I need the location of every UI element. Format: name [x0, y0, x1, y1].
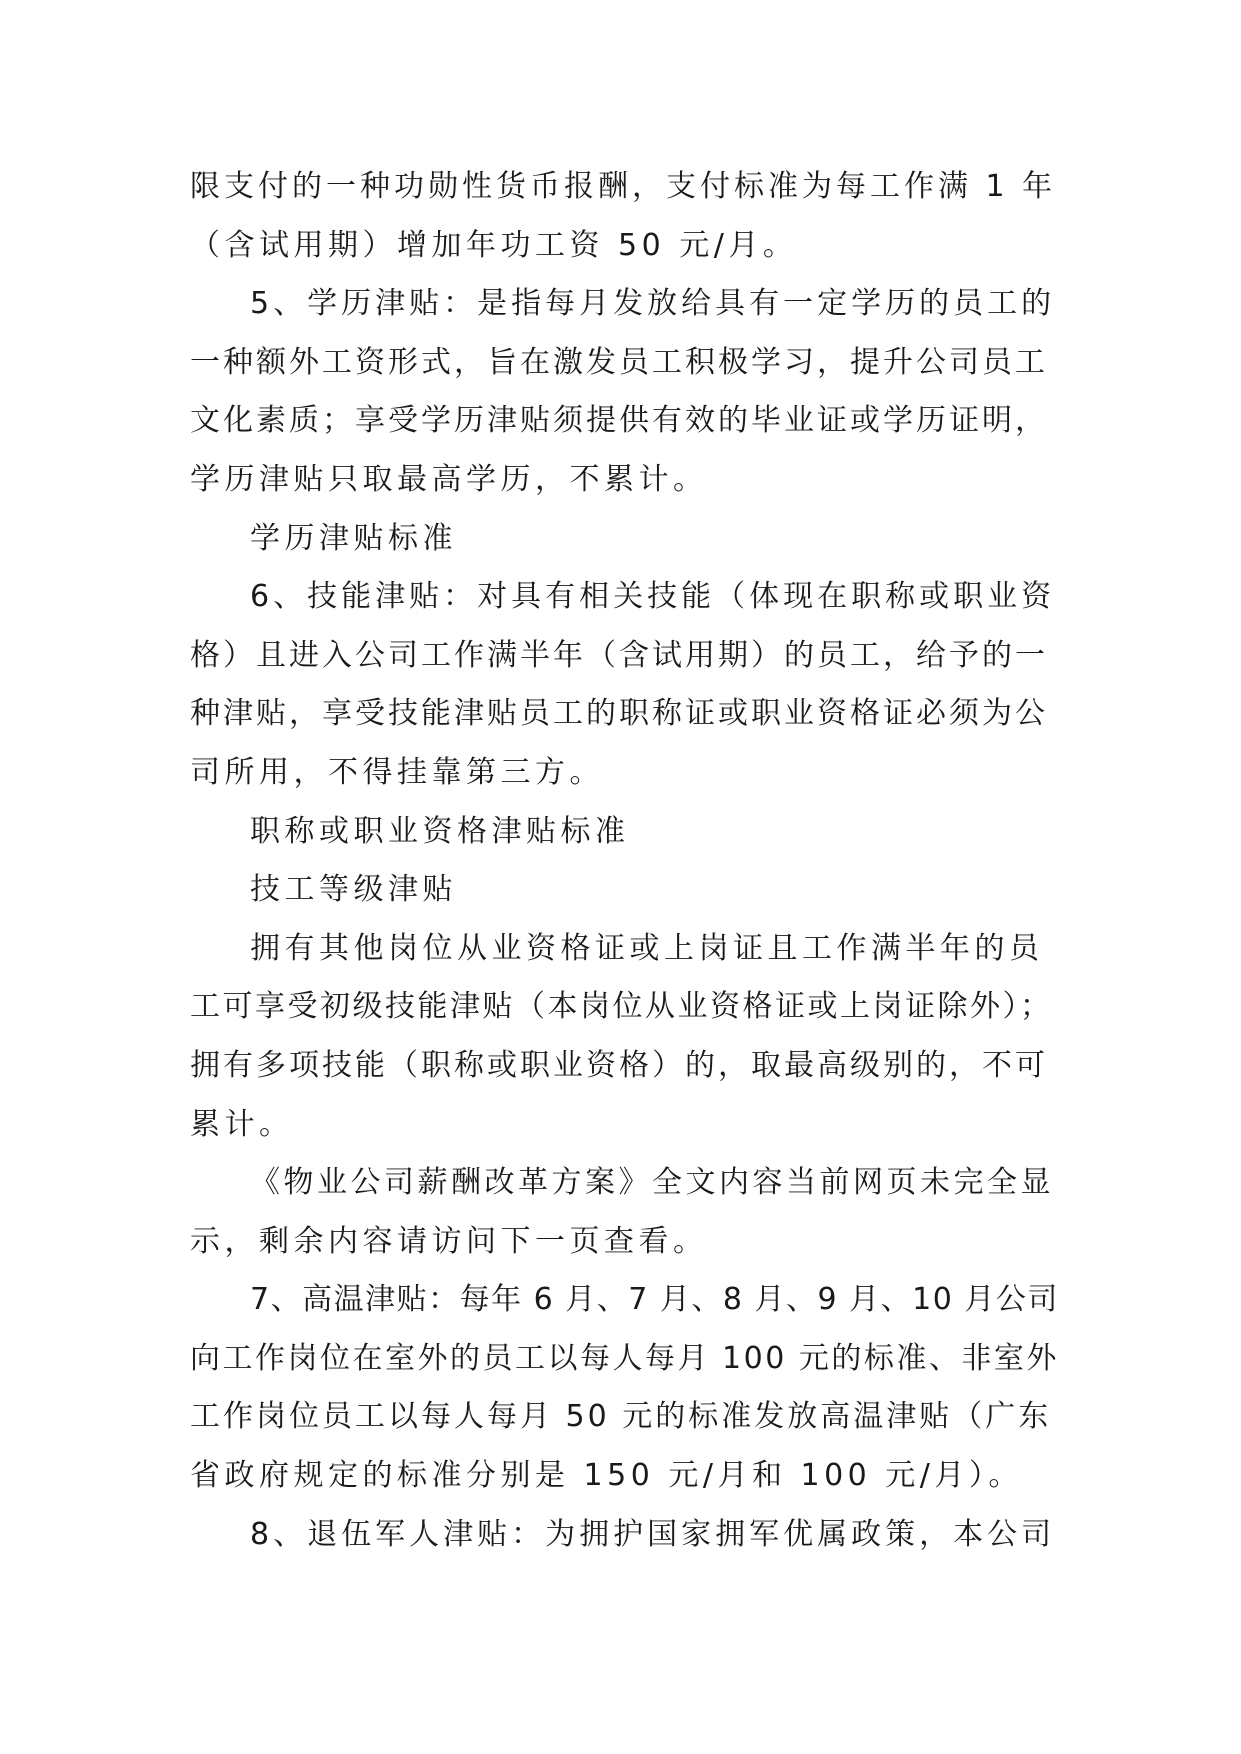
text-line: 向工作岗位在室外的员工以每人每月 100 元的标准、非室外 [190, 1340, 1059, 1376]
text-line: 8、退伍军人津贴：为拥护国家拥军优属政策，本公司 [250, 1516, 1056, 1552]
document-page [190, 158, 1060, 1564]
text-line: 《物业公司薪酬改革方案》全文内容当前网页未完全显 [250, 1165, 1054, 1201]
text-line: 6、技能津贴：对具有相关技能（体现在职称或职业资 [250, 579, 1056, 615]
text-line: 限支付的一种功勋性货币报酬，支付标准为每工作满 1 年 [190, 169, 1057, 204]
section-heading: 技工等级津贴 [250, 872, 457, 908]
text-line: 5、学历津贴：是指每月发放给具有一定学历的员工的 [250, 286, 1056, 322]
text-line: 省政府规定的标准分别是 150 元/月和 100 元/月）。 [190, 1458, 1023, 1494]
section-heading: 职称或职业资格津贴标准 [250, 813, 630, 849]
text-line: 工作岗位员工以每人每月 50 元的标准发放高温津贴（广东 [190, 1399, 1052, 1435]
text-line: 种津贴，享受技能津贴员工的职称证或职业资格证必须为公 [190, 696, 1048, 732]
text-line: 司所用，不得挂靠第三方。 [190, 754, 604, 790]
text-line: 工可享受初级技能津贴（本岗位从业资格证或上岗证除外）； [190, 989, 1053, 1025]
text-line: 格）且进入公司工作满半年（含试用期）的员工，给予的一 [190, 637, 1048, 673]
text-line: 示，剩余内容请访问下一页查看。 [190, 1223, 708, 1259]
text-line: 一种额外工资形式，旨在激发员工积极学习，提升公司员工 [190, 344, 1048, 380]
text-line: （含试用期）增加年功工资 50 元/月。 [190, 227, 798, 263]
text-line: 文化素质；享受学历津贴须提供有效的毕业证或学历证明， [190, 403, 1048, 439]
text-line: 拥有其他岗位从业资格证或上岗证且工作满半年的员 [250, 930, 1044, 966]
text-line: 累计。 [190, 1106, 294, 1142]
text-line: 学历津贴只取最高学历，不累计。 [190, 461, 708, 497]
section-heading: 学历津贴标准 [250, 520, 457, 556]
text-line: 拥有多项技能（职称或职业资格）的，取最高级别的，不可 [190, 1047, 1048, 1083]
text-line: 7、高温津贴：每年 6 月、7 月、8 月、9 月、10 月公司 [250, 1282, 1059, 1318]
